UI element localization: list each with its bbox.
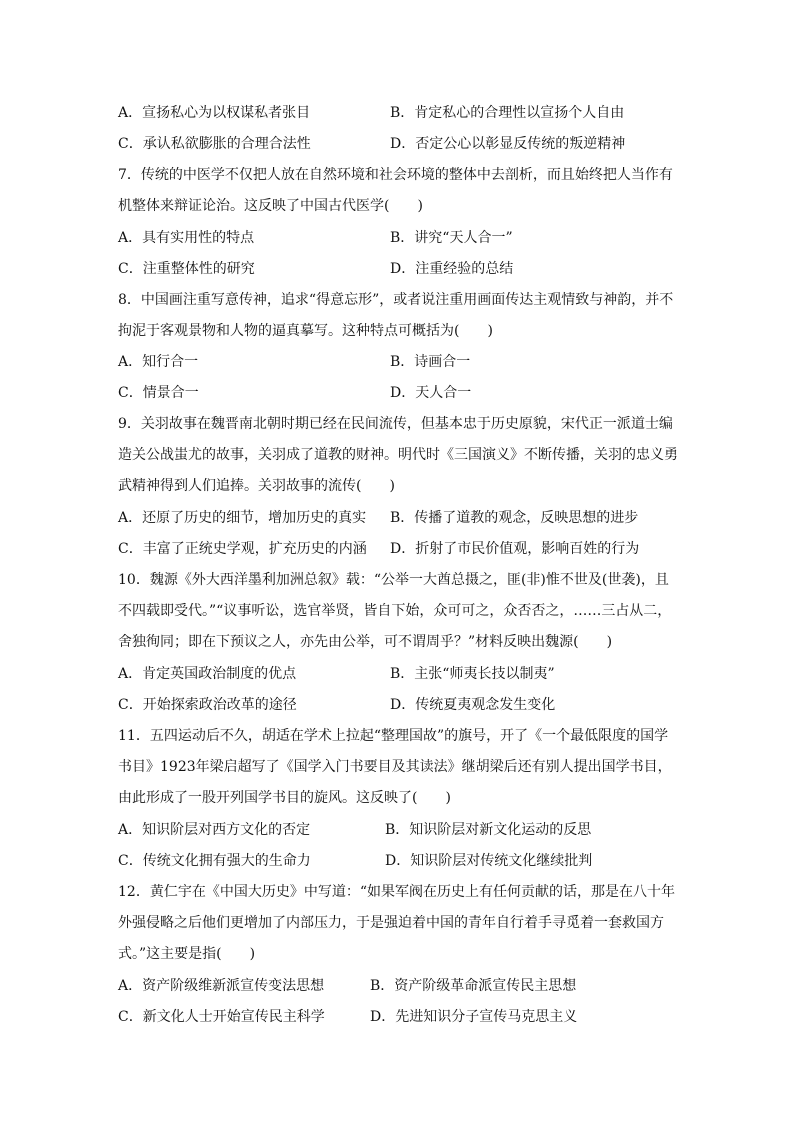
q11-stem-line-3: 由此形成了一股开列国学书目的旋风。这反映了( ) xyxy=(118,790,451,806)
q7-stem-line-2: 机整体来辩证论治。这反映了中国古代医学( ) xyxy=(118,198,423,214)
q10-option-c[interactable]: C．开始探索政治改革的途径 xyxy=(118,697,297,713)
q12-options-row-1 xyxy=(118,976,678,996)
q8-options-row-1 xyxy=(118,352,678,372)
q6-options-row-1 xyxy=(118,103,678,123)
q8-option-d[interactable]: D．天人合一 xyxy=(390,385,472,401)
q6-option-c[interactable]: C．承认私欲膨胀的合理合法性 xyxy=(118,136,311,152)
q10-option-b[interactable]: B．主张“师夷长技以制夷” xyxy=(390,666,555,682)
q7-option-b[interactable]: B．讲究“天人合一” xyxy=(390,230,513,246)
q12-option-b[interactable]: B．资产阶级革命派宣传民主思想 xyxy=(370,978,577,994)
q11-option-d[interactable]: D．知识阶层对传统文化继续批判 xyxy=(385,853,593,869)
q12-stem-line-2: 外强侵略之后他们更增加了内部压力，于是强迫着中国的青年自行着手寻觅着一套救国方 xyxy=(118,915,664,931)
q11-stem-line-2: 书目》1923年梁启超写了《国学入门书要目及其读法》继胡梁后还有别人提出国学书目， xyxy=(118,759,672,775)
q11-option-b[interactable]: B．知识阶层对新文化运动的反思 xyxy=(385,822,592,838)
q11-stem-line-1: 11．五四运动后不久，胡适在学术上拉起“整理国故”的旗号，开了《一个最低限度的国学 xyxy=(118,728,669,744)
q8-stem-line-2: 拘泥于客观景物和人物的逼真摹写。这种特点可概括为( ) xyxy=(118,323,493,339)
q11-options-row-1 xyxy=(118,820,678,840)
q10-stem-line-2: 不四载即受代。”“议事听讼，选官举贤，皆自下始，众可可之，众否否之，……三占从二， xyxy=(118,603,672,619)
q10-stem-line-1: 10．魏源《外大西洋墨利加洲总叙》载：“公举一大酋总摄之，匪(非)惟不世及(世袭)，且 xyxy=(118,572,669,588)
q7-option-a[interactable]: A．具有实用性的特点 xyxy=(118,230,255,246)
q9-stem-line-3: 武精神得到人们追捧。关羽故事的流传( ) xyxy=(118,478,395,494)
q10-options-row-1 xyxy=(118,664,678,684)
q12-option-c[interactable]: C．新文化人士开始宣传民主科学 xyxy=(118,1009,325,1025)
q11-option-c[interactable]: C．传统文化拥有强大的生命力 xyxy=(118,853,311,869)
q12-stem-line-1: 12．黄仁宇在《中国大历史》中写道：“如果军阀在历史上有任何贡献的话，那是在八十年 xyxy=(118,884,675,900)
q9-option-d[interactable]: D．折射了市民价值观，影响百姓的行为 xyxy=(390,541,640,557)
q7-options-row-1 xyxy=(118,228,678,248)
q12-option-d[interactable]: D．先进知识分子宣传马克思主义 xyxy=(370,1009,578,1025)
q12-stem-line-3: 式。”这主要是指( ) xyxy=(118,946,256,962)
q8-stem-line-1: 8．中国画注重写意传神，追求“得意忘形”，或者说注重用画面传达主观情致与神韵，并不 xyxy=(118,292,674,308)
q9-option-c[interactable]: C．丰富了正统史学观，扩充历史的内涵 xyxy=(118,541,367,557)
q9-option-a[interactable]: A．还原了历史的细节，增加历史的真实 xyxy=(118,510,367,526)
q12-options-row-2 xyxy=(118,1007,678,1027)
q9-stem-line-1: 9．关羽故事在魏晋南北朝时期已经在民间流传，但基本忠于历史原貌，宋代正一派道士编 xyxy=(118,416,673,432)
q7-option-c[interactable]: C．注重整体性的研究 xyxy=(118,261,255,277)
q9-options-row-1 xyxy=(118,508,678,528)
q11-option-a[interactable]: A．知识阶层对西方文化的否定 xyxy=(118,822,311,838)
q7-options-row-2 xyxy=(118,259,678,279)
q11-options-row-2 xyxy=(118,851,678,871)
q10-option-d[interactable]: D．传统夏夷观念发生变化 xyxy=(390,697,556,713)
q6-option-b[interactable]: B．肯定私心的合理性以宣扬个人自由 xyxy=(390,105,625,121)
q10-option-a[interactable]: A．肯定英国政治制度的优点 xyxy=(118,666,297,682)
q8-option-a[interactable]: A．知行合一 xyxy=(118,354,199,370)
q7-stem-line-1: 7．传统的中医学不仅把人放在自然环境和社会环境的整体中去剖析，而且始终把人当作有 xyxy=(118,167,673,183)
q12-option-a[interactable]: A．资产阶级维新派宣传变法思想 xyxy=(118,978,325,994)
q8-option-b[interactable]: B．诗画合一 xyxy=(390,354,471,370)
q8-options-row-2 xyxy=(118,383,678,403)
q6-options-row-2 xyxy=(118,134,678,154)
q7-option-d[interactable]: D．注重经验的总结 xyxy=(390,261,514,277)
q9-stem-line-2: 造关公战蚩尤的故事，关羽成了道教的财神。明代时《三国演义》不断传播，关羽的忠义勇 xyxy=(118,447,678,463)
q9-options-row-2 xyxy=(118,539,678,559)
q10-options-row-2 xyxy=(118,695,678,715)
q10-stem-line-3: 舍独徇同；即在下预议之人，亦先由公举，可不谓周乎？”材料反映出魏源( ) xyxy=(118,634,613,650)
q8-option-c[interactable]: C．情景合一 xyxy=(118,385,199,401)
q6-option-d[interactable]: D．否定公心以彰显反传统的叛逆精神 xyxy=(390,136,626,152)
q6-option-a[interactable]: A．宣扬私心为以权谋私者张目 xyxy=(118,105,311,121)
q9-option-b[interactable]: B．传播了道教的观念，反映思想的进步 xyxy=(390,510,639,526)
